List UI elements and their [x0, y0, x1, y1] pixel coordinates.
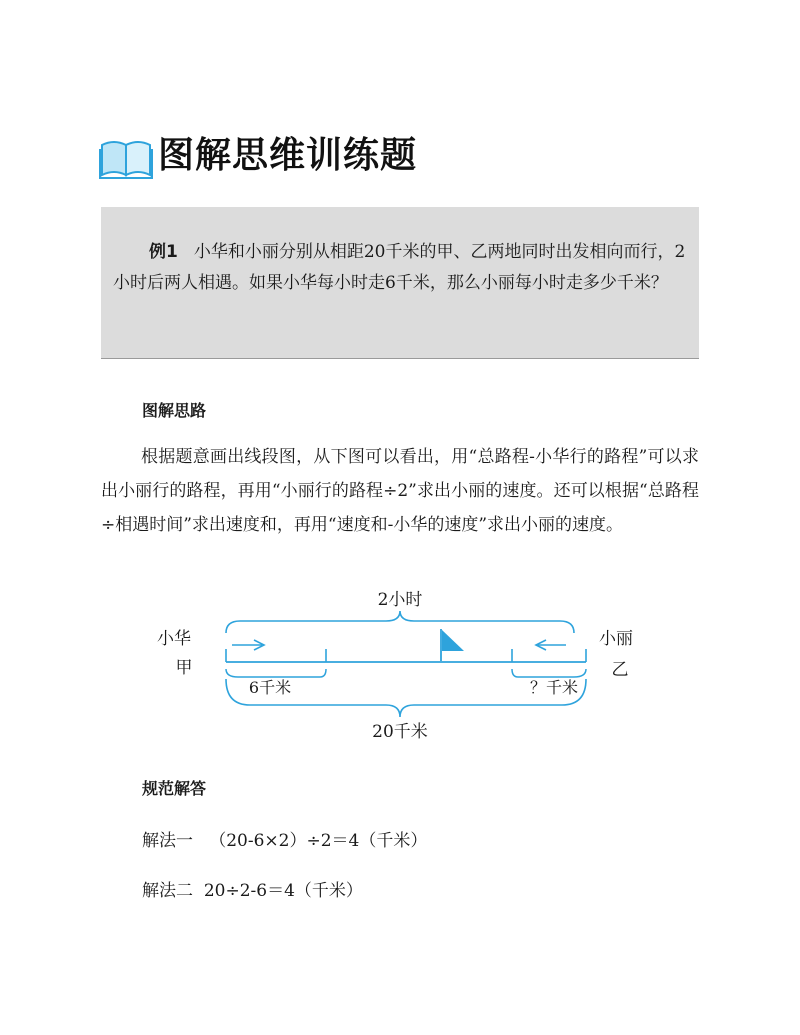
example-box	[101, 207, 699, 359]
book-icon	[98, 135, 154, 179]
example-label: 例1	[149, 242, 178, 262]
time-label: 2小时	[377, 590, 423, 610]
right-segment-brace	[512, 669, 586, 677]
left-segment-brace	[226, 669, 326, 677]
solution-heading: 规范解答	[142, 779, 207, 798]
top-brace	[226, 611, 574, 633]
thinking-paragraph: 根据题意画出线段图，从下图可以看出，用“总路程-小华行的路程”可以求出小丽行的路程，再用“小丽行的路程÷2”求出小丽的速度。还可以根据“总路程÷相遇时间”求出速度和，再用“速度和-小华的速度”求出小丽的速度。	[101, 447, 699, 535]
right-segment-label: ？千米	[529, 678, 579, 697]
left-segment-label: 6千米	[248, 678, 292, 697]
right-arrow	[536, 640, 566, 650]
title-text: 图解思维训练题	[158, 134, 418, 176]
method-two-formula: 20÷2-6＝4（千米）	[203, 881, 363, 901]
right-place-label: 乙	[611, 660, 629, 680]
meeting-flag-icon	[441, 629, 464, 661]
left-arrow	[232, 640, 264, 650]
total-distance-label: 20千米	[372, 722, 428, 742]
right-person-label: 小丽	[599, 629, 633, 649]
method-one	[142, 826, 427, 851]
method-two-label: 解法二	[142, 881, 193, 901]
method-two	[142, 876, 363, 901]
page-title	[98, 122, 417, 182]
left-place-label: 甲	[175, 658, 193, 678]
method-one-label: 解法一	[142, 831, 193, 851]
method-one-formula: （20-6×2）÷2＝4（千米）	[209, 831, 428, 851]
example-text: 小华和小丽分别从相距20千米的甲、乙两地同时出发相向而行，2小时后两人相遇。如果小华每小时走6千米，那么小丽每小时走多少千米？	[113, 242, 686, 293]
left-person-label: 小华	[157, 629, 191, 649]
thinking-heading: 图解思路	[142, 401, 207, 420]
line-segment-diagram	[150, 585, 650, 745]
